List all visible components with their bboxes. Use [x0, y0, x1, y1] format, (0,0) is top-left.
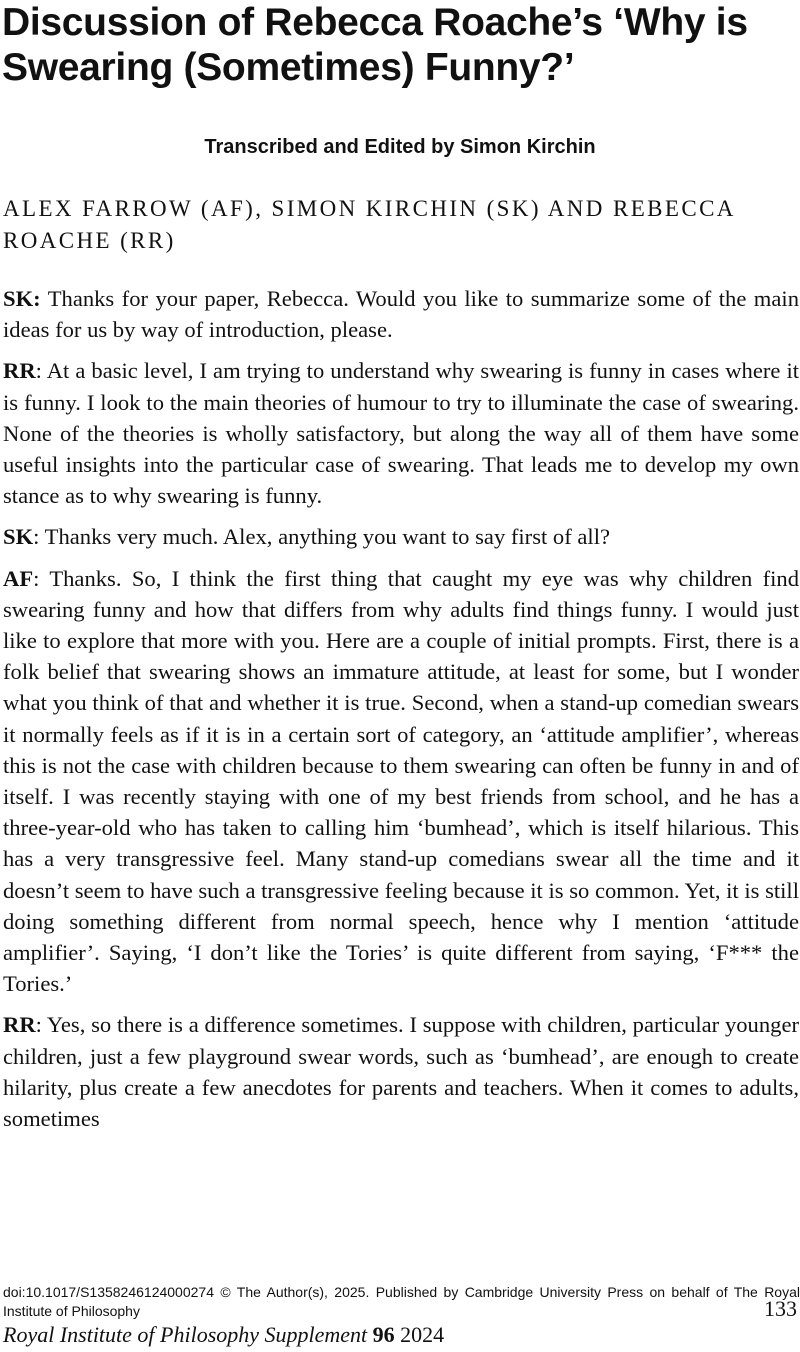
transcript-paragraph [3, 355, 799, 511]
author-list: ALEX FARROW (AF), SIMON KIRCHIN (SK) AND REBECCA ROACHE (RR) [3, 196, 735, 253]
paragraph-text: : Thanks. So, I think the first thing that caught my eye was why children find swearing funny and how that differs from why adults find things funny. I would just like to explore that more with you. Here are a couple of initial prompts. First, there is a folk belief that swearing shows an immature attitude, at least for some, but I wonder what you think of that and whether it is true. Second, when a stand-up comedian swears it normally feels as if it is in a certain sort of category, an ‘attitude amplifier’, whereas this is not the case with children because to them swearing can often be funny in and of itself. I was recently staying with one of my best friends from school, and he has a three-year-old who has taken to calling him ‘bumhead’, which is itself hilarious. This has a very transgressive feel. Many stand-up comedians swear all the time and it doesn’t seem to have such a transgressive feeling because it is so common. Yet, it is still doing something different from normal speech, hence why I mention ‘attitude amplifier’. Saying, ‘I don’t like the Tories’ is quite different from saying, ‘F*** the Tories.’ [3, 565, 799, 997]
paragraph-text: Thanks for your paper, Rebecca. Would you like to summarize some of the main ideas for us by way of introduction, please. [3, 286, 799, 343]
paragraph-text: : Thanks very much. Alex, anything you want to say first of all? [33, 524, 611, 550]
journal-name: Royal Institute of Philosophy Supplement [3, 1322, 368, 1347]
journal-volume: 96 [372, 1322, 395, 1347]
speaker-label: SK: [3, 286, 41, 311]
transcript-paragraph [3, 1009, 799, 1134]
page-number: 133 [764, 1296, 797, 1321]
speaker-label: SK [3, 524, 34, 550]
transcript-body [3, 283, 799, 1144]
journal-citation [3, 1322, 444, 1348]
speaker-label: RR [3, 1012, 36, 1038]
paragraph-text: : At a basic level, I am trying to understand why swearing is funny in cases where it is funny. I look to the main theories of humour to try to illuminate the case of swearing. None of the theories is wholly satisfactory, but along the way all of them have some useful insights into the particular case of swearing. That leads me to develop my own stance as to why swearing is funny. [3, 358, 799, 509]
article-title: Discussion of Rebecca Roache’s ‘Why is Swearing (Sometimes) Funny?’ [2, 1, 748, 89]
article-subtitle: Transcribed and Edited by Simon Kirchin [204, 136, 596, 158]
transcript-paragraph [3, 521, 799, 552]
paragraph-text: : Yes, so there is a difference sometimes. I suppose with children, particular younger children, just a few playground swear words, such as ‘bumhead’, are enough to create hilarity, plus create a few anecdotes for parents and teachers. When it comes to adults, sometimes [3, 1012, 799, 1132]
doi-copyright-notice: doi:10.1017/S1358246124000274 © The Author(s), 2025. Published by Cambridge University Press on behalf of The Royal Institute of Philosophy [3, 1284, 800, 1319]
speaker-label: RR [3, 358, 36, 384]
transcript-paragraph [3, 283, 799, 345]
speaker-label: AF [3, 565, 34, 591]
transcript-paragraph [3, 563, 799, 1000]
journal-year: 2024 [400, 1322, 445, 1347]
